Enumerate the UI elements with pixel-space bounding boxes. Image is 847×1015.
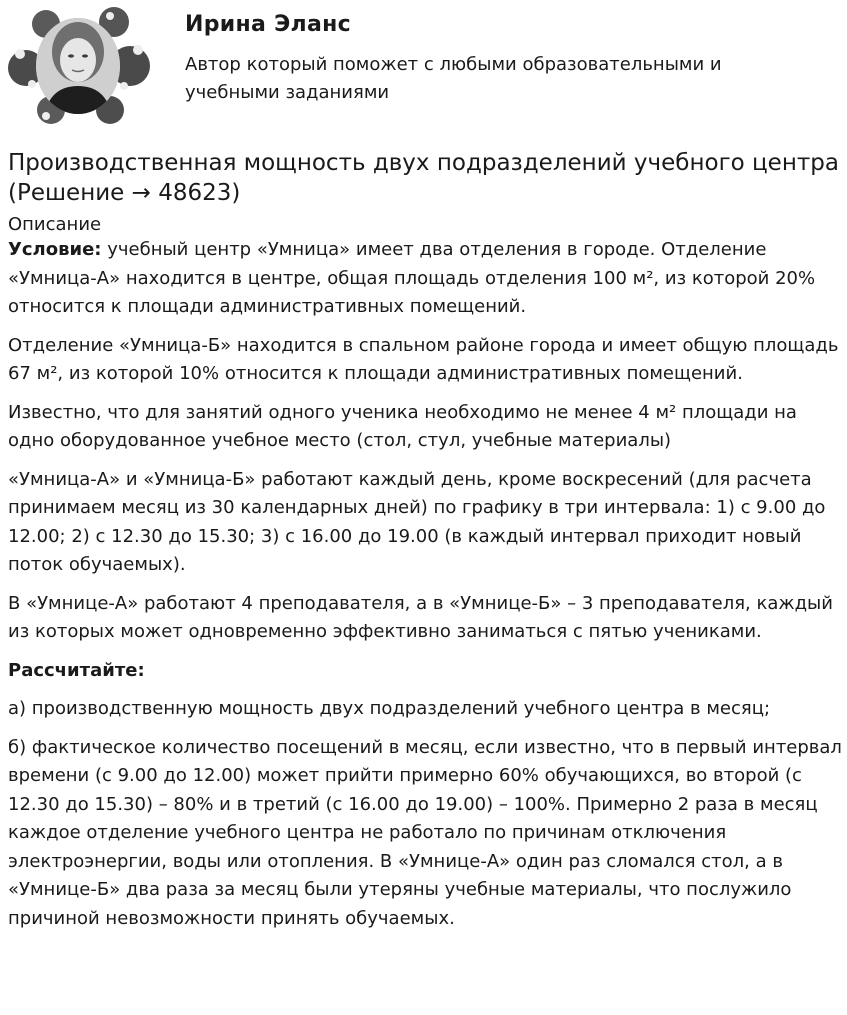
- paragraph-teachers: В «Умнице-А» работают 4 преподавателя, а в «Умнице-Б» – 3 преподавателя, каждый из которых может одновременно эффективно заниматься с пятью учениками.: [8, 592, 833, 642]
- condition-paragraph: [8, 236, 844, 322]
- author-card: [0, 0, 847, 130]
- task-a: а) производственную мощность двух подразделений учебного центра в месяц;: [8, 698, 771, 719]
- calculate-label: Рассчитайте:: [8, 659, 145, 681]
- page-title: Производственная мощность двух подразделений учебного центра (Решение → 48623): [8, 150, 839, 206]
- condition-text: учебный центр «Умница» имеет два отделения в городе. Отделение «Умница-А» находится в центре, общая площадь отделения 100 м², из которой 20% относится к площади административных помещений.: [8, 239, 816, 317]
- task-b: б) фактическое количество посещений в месяц, если известно, что в первый интервал времени (с 9.00 до 12.00) может прийти примерно 60% обучающихся, во второй (с 12.30 до 15.30) – 80% и в третий (с 16.00 до 19.00) – 100%. Примерно 2 раза в месяц каждое отделение учебного центра не работало по причинам отключения электроэнергии, воды или отопления. В «Умнице-А» один раз сломался стол, а в «Умнице-Б» два раза за месяц были утеряны учебные материалы, что послужило причиной невозможности принять обучаемых.: [8, 736, 842, 929]
- description-label: Описание: [8, 214, 102, 235]
- author-avatar: [6, 6, 152, 126]
- paragraph-space-requirement: Известно, что для занятий одного ученика необходимо не менее 4 м² площади на одно оборудованное учебное место (стол, стул, учебные материалы): [8, 401, 797, 451]
- task-content: [8, 148, 844, 943]
- paragraph-branch-b: Отделение «Умница-Б» находится в спальном районе города и имеет общую площадь 67 м², из которой 10% относится к площади административных помещений.: [8, 334, 839, 384]
- condition-label: Условие:: [8, 239, 102, 260]
- author-description: Автор который поможет с любыми образовательными и учебными заданиями: [185, 54, 722, 103]
- paragraph-schedule: «Умница-А» и «Умница-Б» работают каждый день, кроме воскресений (для расчета принимаем месяц из 30 календарных дней) по графику в три интервала: 1) с 9.00 до 12.00; 2) с 12.30 до 15.30; 3) с 16.00 до 19.00 (в каждый интервал приходит новый поток обучаемых).: [8, 468, 826, 575]
- author-name: Ирина Эланс: [185, 12, 351, 37]
